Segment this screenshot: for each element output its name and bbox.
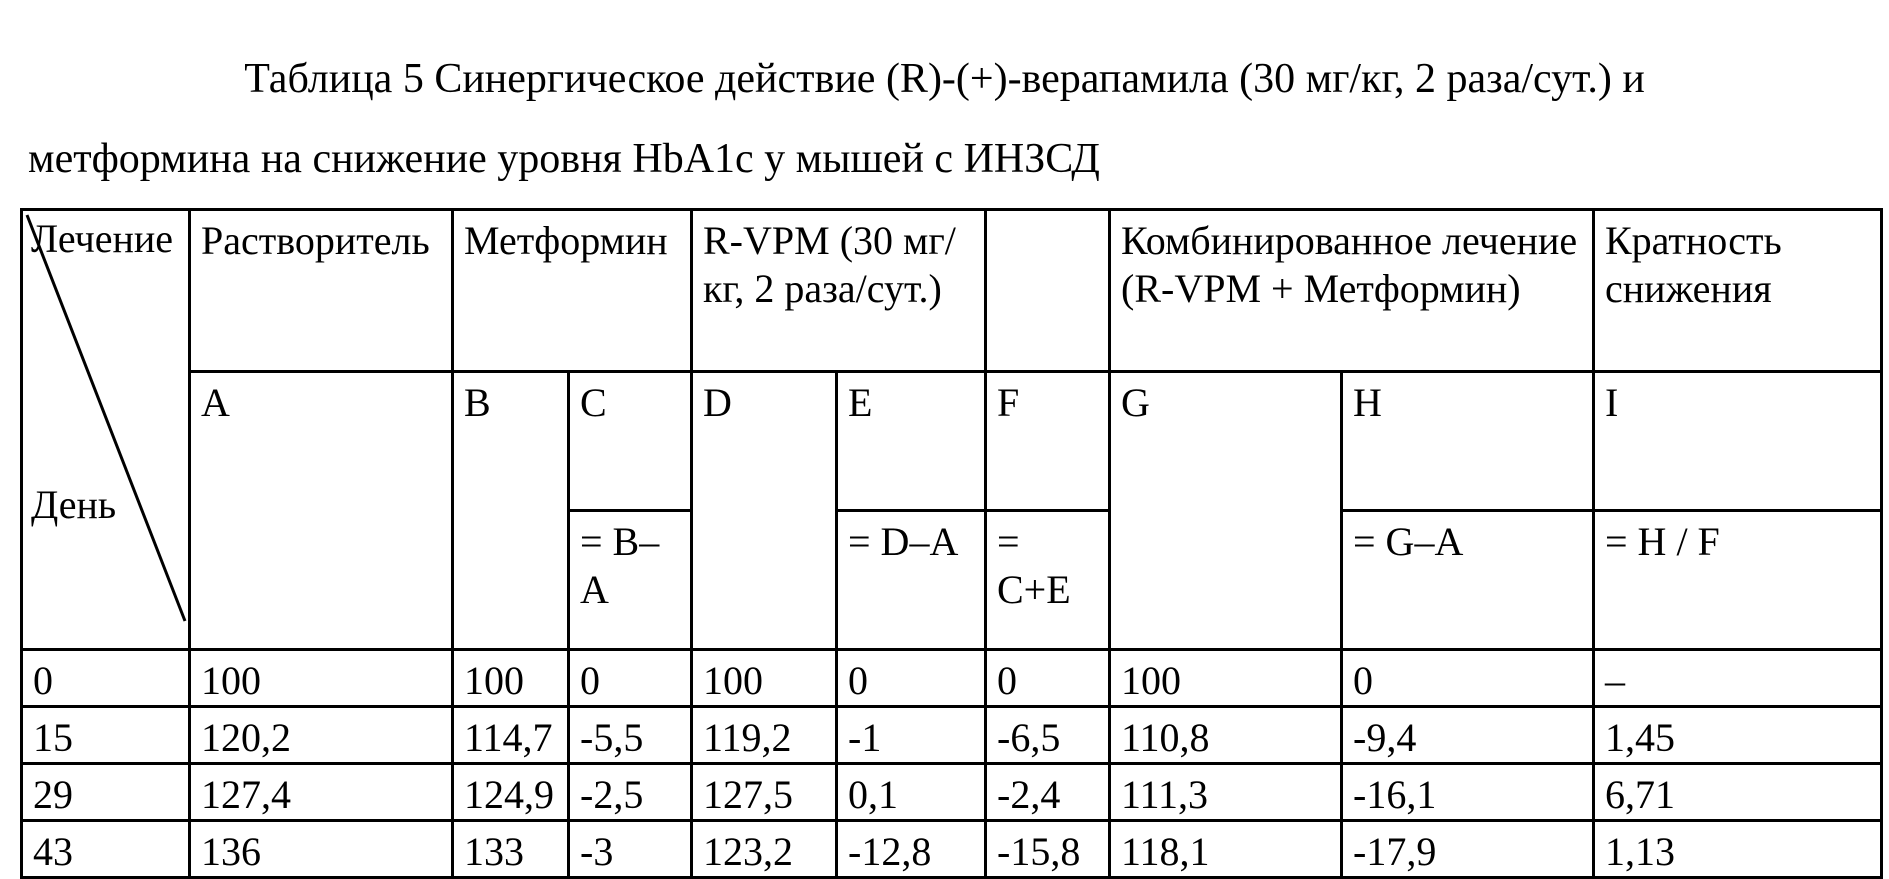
formula-C: = B–A bbox=[569, 511, 692, 650]
cell-day: 0 bbox=[22, 650, 190, 707]
cell-E: 0 bbox=[837, 650, 986, 707]
group-empty bbox=[986, 210, 1110, 372]
table-row bbox=[22, 764, 1882, 821]
diagonal-line bbox=[23, 211, 190, 624]
formula-H: = G–A bbox=[1342, 511, 1594, 650]
header-row-groups bbox=[22, 210, 1882, 372]
cell-day: 15 bbox=[22, 707, 190, 764]
group-fold: Кратность снижения bbox=[1594, 210, 1882, 372]
cell-I: 6,71 bbox=[1594, 764, 1882, 821]
col-letter-H: H bbox=[1342, 372, 1594, 511]
cell-C: 0 bbox=[569, 650, 692, 707]
cell-H: 0 bbox=[1342, 650, 1594, 707]
cell-B: 124,9 bbox=[453, 764, 569, 821]
cell-A: 100 bbox=[190, 650, 453, 707]
cell-B: 100 bbox=[453, 650, 569, 707]
cell-G: 118,1 bbox=[1110, 821, 1342, 878]
cell-C: -2,5 bbox=[569, 764, 692, 821]
cell-D: 100 bbox=[692, 650, 837, 707]
cell-E: -1 bbox=[837, 707, 986, 764]
cell-C: -5,5 bbox=[569, 707, 692, 764]
cell-C: -3 bbox=[569, 821, 692, 878]
formula-F: = C+E bbox=[986, 511, 1110, 650]
cell-D: 127,5 bbox=[692, 764, 837, 821]
cell-A: 127,4 bbox=[190, 764, 453, 821]
cell-G: 111,3 bbox=[1110, 764, 1342, 821]
group-vehicle: Растворитель bbox=[190, 210, 453, 372]
cell-H: -9,4 bbox=[1342, 707, 1594, 764]
col-letter-D: D bbox=[692, 372, 837, 650]
cell-I: 1,45 bbox=[1594, 707, 1882, 764]
formula-E: = D–A bbox=[837, 511, 986, 650]
col-letter-A: A bbox=[190, 372, 453, 650]
table-row bbox=[22, 650, 1882, 707]
col-letter-I: I bbox=[1594, 372, 1882, 511]
cell-F: -2,4 bbox=[986, 764, 1110, 821]
cell-F: -6,5 bbox=[986, 707, 1110, 764]
corner-day-label: День bbox=[31, 482, 117, 527]
caption-line-2: метформина на снижение уровня HbA1c у мышей с ИНЗСД bbox=[28, 136, 1100, 182]
cell-H: -17,9 bbox=[1342, 821, 1594, 878]
cell-G: 110,8 bbox=[1110, 707, 1342, 764]
cell-F: -15,8 bbox=[986, 821, 1110, 878]
cell-G: 100 bbox=[1110, 650, 1342, 707]
formula-I: = H / F bbox=[1594, 511, 1882, 650]
cell-B: 133 bbox=[453, 821, 569, 878]
table-row bbox=[22, 821, 1882, 878]
col-letter-G: G bbox=[1110, 372, 1342, 650]
corner-treatment-label: Лечение bbox=[31, 216, 174, 261]
cell-A: 136 bbox=[190, 821, 453, 878]
group-combined: Комбинированное лечение (R-VPM + Метформин) bbox=[1110, 210, 1594, 372]
cell-day: 29 bbox=[22, 764, 190, 821]
cell-F: 0 bbox=[986, 650, 1110, 707]
col-letter-F: F bbox=[986, 372, 1110, 511]
group-rvpm: R-VPM (30 мг/кг, 2 раза/сут.) bbox=[692, 210, 986, 372]
corner-cell bbox=[22, 210, 190, 650]
cell-I: – bbox=[1594, 650, 1882, 707]
group-metformin: Метформин bbox=[453, 210, 692, 372]
cell-D: 123,2 bbox=[692, 821, 837, 878]
col-letter-E: E bbox=[837, 372, 986, 511]
table-row bbox=[22, 707, 1882, 764]
cell-E: 0,1 bbox=[837, 764, 986, 821]
header-row-letters bbox=[22, 372, 1882, 511]
cell-E: -12,8 bbox=[837, 821, 986, 878]
caption-line-1: Таблица 5 Синергическое действие (R)-(+)-верапамила (30 мг/кг, 2 раза/сут.) и bbox=[244, 56, 1645, 102]
cell-B: 114,7 bbox=[453, 707, 569, 764]
cell-I: 1,13 bbox=[1594, 821, 1882, 878]
cell-day: 43 bbox=[22, 821, 190, 878]
col-letter-B: B bbox=[453, 372, 569, 650]
col-letter-C: C bbox=[569, 372, 692, 511]
cell-D: 119,2 bbox=[692, 707, 837, 764]
cell-A: 120,2 bbox=[190, 707, 453, 764]
cell-H: -16,1 bbox=[1342, 764, 1594, 821]
results-table bbox=[20, 208, 1883, 879]
